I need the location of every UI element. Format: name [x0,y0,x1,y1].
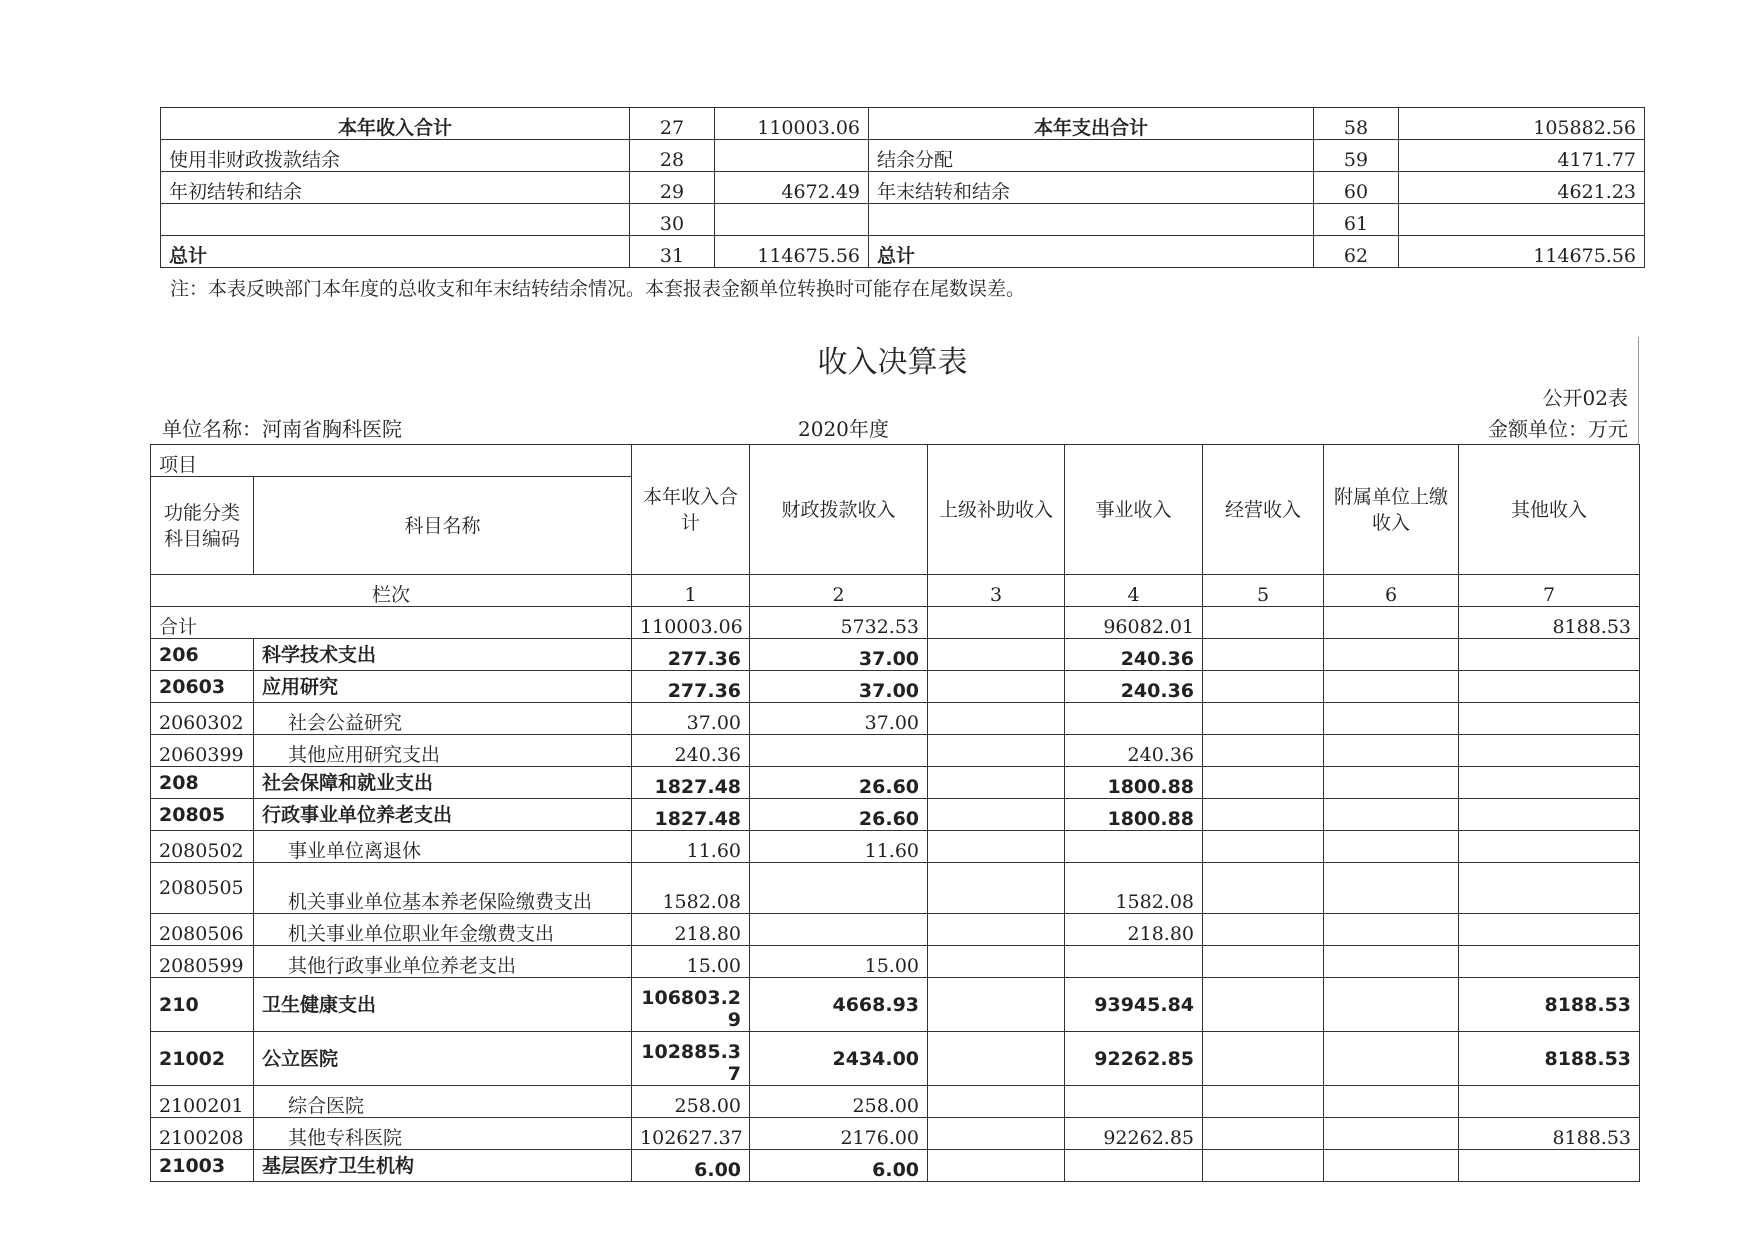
summary-right-value: 4621.23 [1399,172,1645,204]
subject-code: 21003 [151,1150,254,1182]
amount-cell: 218.80 [632,914,750,946]
amount-cell [1459,639,1640,671]
amount-cell [1065,946,1203,978]
summary-right-value: 105882.56 [1399,108,1645,140]
income-body [151,639,1640,1182]
table-row [151,671,1640,703]
amount-cell: 240.36 [632,735,750,767]
header-name: 科目名称 [254,477,632,575]
amount-cell [1459,1086,1640,1118]
amount-cell: 37.00 [750,671,928,703]
column-number: 1 [632,575,750,607]
amount-cell: 277.36 [632,639,750,671]
summary-left-value [715,140,869,172]
amount-cell [1065,831,1203,863]
amount-cell: 1800.88 [1065,767,1203,799]
subject-code: 210 [151,978,254,1032]
income-table [150,444,1640,1182]
amount-cell [750,914,928,946]
subject-code: 2080502 [151,831,254,863]
amount-cell: 102627.37 [632,1118,750,1150]
amount-cell [1203,863,1324,914]
summary-left-label: 本年收入合计 [161,108,630,140]
amount-cell [1459,735,1640,767]
amount-cell [1324,1086,1459,1118]
amount-cell [928,1150,1065,1182]
amount-cell [1203,767,1324,799]
amount-cell [928,767,1065,799]
summary-left-no: 29 [630,172,715,204]
header-row [151,445,1640,477]
amount-cell: 92262.85 [1065,1118,1203,1150]
summary-row [161,204,1645,236]
amount-cell: 15.00 [632,946,750,978]
amount-cell [1459,863,1640,914]
amount-cell [750,863,928,914]
amount-cell: 258.00 [632,1086,750,1118]
amount-cell [1203,671,1324,703]
amount-cell: 6.00 [632,1150,750,1182]
subject-name: 社会保障和就业支出 [254,767,632,799]
header-fiscal: 财政拨款收入 [750,445,928,575]
amount-cell [1203,639,1324,671]
amount-cell [1324,1150,1459,1182]
summary-row [161,140,1645,172]
amount-cell [928,735,1065,767]
amount-cell [928,799,1065,831]
summary-right-label: 本年支出合计 [869,108,1314,140]
amount-cell: 1827.48 [632,799,750,831]
report-year: 2020年度 [798,417,889,441]
table-row [151,863,1640,914]
amount-unit: 金额单位：万元 [1488,417,1628,441]
amount-cell: 92262.85 [1065,1032,1203,1086]
total-cell [1324,607,1459,639]
summary-note: 注：本表反映部门本年度的总收支和年末结转结余情况。本套报表金额单位转换时可能存在尾数误差。 [170,278,1026,300]
amount-cell [1203,799,1324,831]
summary-right-label: 总计 [869,236,1314,268]
form-code: 公开02表 [1542,386,1628,410]
total-cell [1203,607,1324,639]
summary-left-value [715,204,869,236]
amount-cell [1324,799,1459,831]
amount-cell: 8188.53 [1459,978,1640,1032]
subject-name: 应用研究 [254,671,632,703]
summary-left-value: 110003.06 [715,108,869,140]
amount-cell [1459,1150,1640,1182]
amount-cell [1203,978,1324,1032]
column-number: 6 [1324,575,1459,607]
amount-cell: 1827.48 [632,767,750,799]
summary-right-no: 62 [1314,236,1399,268]
subject-code: 2060399 [151,735,254,767]
amount-cell [1203,1032,1324,1086]
table-row [151,1086,1640,1118]
table-row [151,767,1640,799]
amount-cell [1203,1118,1324,1150]
summary-left-label [161,204,630,236]
amount-cell [1324,946,1459,978]
header-code: 功能分类科目编码 [151,477,254,575]
amount-cell [928,639,1065,671]
subject-name: 事业单位离退休 [254,831,632,863]
total-row-label: 合计 [151,607,632,639]
subject-name: 基层医疗卫生机构 [254,1150,632,1182]
amount-cell [1459,799,1640,831]
amount-cell: 277.36 [632,671,750,703]
summary-left-no: 31 [630,236,715,268]
column-number: 2 [750,575,928,607]
amount-cell: 1582.08 [632,863,750,914]
subject-name: 其他应用研究支出 [254,735,632,767]
summary-right-label [869,204,1314,236]
table-row [151,799,1640,831]
subject-code: 20603 [151,671,254,703]
subject-name: 其他专科医院 [254,1118,632,1150]
summary-right-value [1399,204,1645,236]
table-row [151,1118,1640,1150]
summary-table [160,107,1645,268]
page-title: 收入决算表 [817,345,968,380]
header-item: 项目 [151,445,632,477]
amount-cell [928,703,1065,735]
subject-code: 21002 [151,1032,254,1086]
subject-code: 2100201 [151,1086,254,1118]
amount-cell [1324,831,1459,863]
total-row [151,607,1640,639]
total-cell: 8188.53 [1459,607,1640,639]
amount-cell [750,735,928,767]
amount-cell: 37.00 [632,703,750,735]
subject-name: 卫生健康支出 [254,978,632,1032]
amount-cell [1324,735,1459,767]
subject-name: 机关事业单位基本养老保险缴费支出 [254,863,632,914]
amount-cell [1203,703,1324,735]
amount-cell [928,946,1065,978]
header-business: 事业收入 [1065,445,1203,575]
amount-cell [1459,671,1640,703]
amount-cell: 240.36 [1065,671,1203,703]
column-number: 7 [1459,575,1640,607]
amount-cell: 6.00 [750,1150,928,1182]
amount-cell: 26.60 [750,799,928,831]
table-row [151,1032,1640,1086]
summary-left-no: 28 [630,140,715,172]
subject-code: 2060302 [151,703,254,735]
summary-right-no: 61 [1314,204,1399,236]
summary-row-total-income [161,108,1645,140]
unit-name: 单位名称：河南省胸科医院 [162,417,402,441]
amount-cell [1324,671,1459,703]
column-number: 3 [928,575,1065,607]
subject-name: 科学技术支出 [254,639,632,671]
subject-name: 行政事业单位养老支出 [254,799,632,831]
amount-cell [1065,1150,1203,1182]
amount-cell: 8188.53 [1459,1032,1640,1086]
amount-cell [1459,914,1640,946]
table-row [151,639,1640,671]
amount-cell: 218.80 [1065,914,1203,946]
header-superior: 上级补助收入 [928,445,1065,575]
amount-cell: 1582.08 [1065,863,1203,914]
amount-cell [928,1032,1065,1086]
amount-cell: 8188.53 [1459,1118,1640,1150]
summary-left-label: 总计 [161,236,630,268]
amount-cell [928,671,1065,703]
summary-left-value: 4672.49 [715,172,869,204]
amount-cell [1324,767,1459,799]
subject-code: 20805 [151,799,254,831]
amount-cell [1065,703,1203,735]
table-row [151,735,1640,767]
amount-cell: 11.60 [750,831,928,863]
amount-cell: 1800.88 [1065,799,1203,831]
summary-left-no: 27 [630,108,715,140]
table-row [151,914,1640,946]
amount-cell [928,1086,1065,1118]
amount-cell [1203,831,1324,863]
amount-cell [1203,735,1324,767]
summary-right-no: 60 [1314,172,1399,204]
amount-cell: 26.60 [750,767,928,799]
summary-row-grand-total [161,236,1645,268]
subject-code: 206 [151,639,254,671]
amount-cell [1324,978,1459,1032]
amount-cell: 93945.84 [1065,978,1203,1032]
summary-right-no: 59 [1314,140,1399,172]
summary-left-label: 使用非财政拨款结余 [161,140,630,172]
summary-right-no: 58 [1314,108,1399,140]
amount-cell [1459,767,1640,799]
amount-cell: 2434.00 [750,1032,928,1086]
summary-left-value: 114675.56 [715,236,869,268]
amount-cell [928,1118,1065,1150]
amount-cell: 2176.00 [750,1118,928,1150]
amount-cell [928,978,1065,1032]
amount-cell: 37.00 [750,703,928,735]
column-number: 4 [1065,575,1203,607]
amount-cell [1324,639,1459,671]
subject-name: 机关事业单位职业年金缴费支出 [254,914,632,946]
amount-cell [1459,946,1640,978]
subject-code: 2080506 [151,914,254,946]
amount-cell: 11.60 [632,831,750,863]
total-cell: 5732.53 [750,607,928,639]
header-other: 其他收入 [1459,445,1640,575]
amount-cell [1203,914,1324,946]
amount-cell: 258.00 [750,1086,928,1118]
amount-cell [1459,703,1640,735]
amount-cell: 240.36 [1065,735,1203,767]
summary-left-no: 30 [630,204,715,236]
amount-cell: 102885.37 [632,1032,750,1086]
table-row [151,703,1640,735]
subject-code: 2080599 [151,946,254,978]
amount-cell [928,863,1065,914]
amount-cell: 15.00 [750,946,928,978]
amount-cell: 106803.29 [632,978,750,1032]
total-cell: 96082.01 [1065,607,1203,639]
amount-cell [928,914,1065,946]
amount-cell: 37.00 [750,639,928,671]
table-row [151,946,1640,978]
table-row [151,831,1640,863]
summary-right-value: 4171.77 [1399,140,1645,172]
subject-code: 2080505 [151,863,254,914]
subject-code: 208 [151,767,254,799]
summary-right-value: 114675.56 [1399,236,1645,268]
total-cell: 110003.06 [632,607,750,639]
subject-name: 公立医院 [254,1032,632,1086]
header-affiliated: 附属单位上缴收入 [1324,445,1459,575]
amount-cell [1324,1032,1459,1086]
table-row [151,1150,1640,1182]
amount-cell [1203,946,1324,978]
summary-row [161,172,1645,204]
header-total: 本年收入合计 [632,445,750,575]
amount-cell [1203,1150,1324,1182]
amount-cell [1324,703,1459,735]
table-row [151,978,1640,1032]
column-number-row [151,575,1640,607]
summary-left-label: 年初结转和结余 [161,172,630,204]
total-cell [928,607,1065,639]
amount-cell [1203,1086,1324,1118]
summary-right-label: 年末结转和结余 [869,172,1314,204]
amount-cell [928,831,1065,863]
summary-right-label: 结余分配 [869,140,1314,172]
amount-cell [1324,914,1459,946]
amount-cell: 240.36 [1065,639,1203,671]
subject-code: 2100208 [151,1118,254,1150]
amount-cell: 4668.93 [750,978,928,1032]
amount-cell [1324,863,1459,914]
subject-name: 社会公益研究 [254,703,632,735]
subject-name: 综合医院 [254,1086,632,1118]
column-number: 5 [1203,575,1324,607]
subject-name: 其他行政事业单位养老支出 [254,946,632,978]
column-row-label: 栏次 [151,575,632,607]
amount-cell [1065,1086,1203,1118]
header-operation: 经营收入 [1203,445,1324,575]
amount-cell [1324,1118,1459,1150]
amount-cell [1459,831,1640,863]
